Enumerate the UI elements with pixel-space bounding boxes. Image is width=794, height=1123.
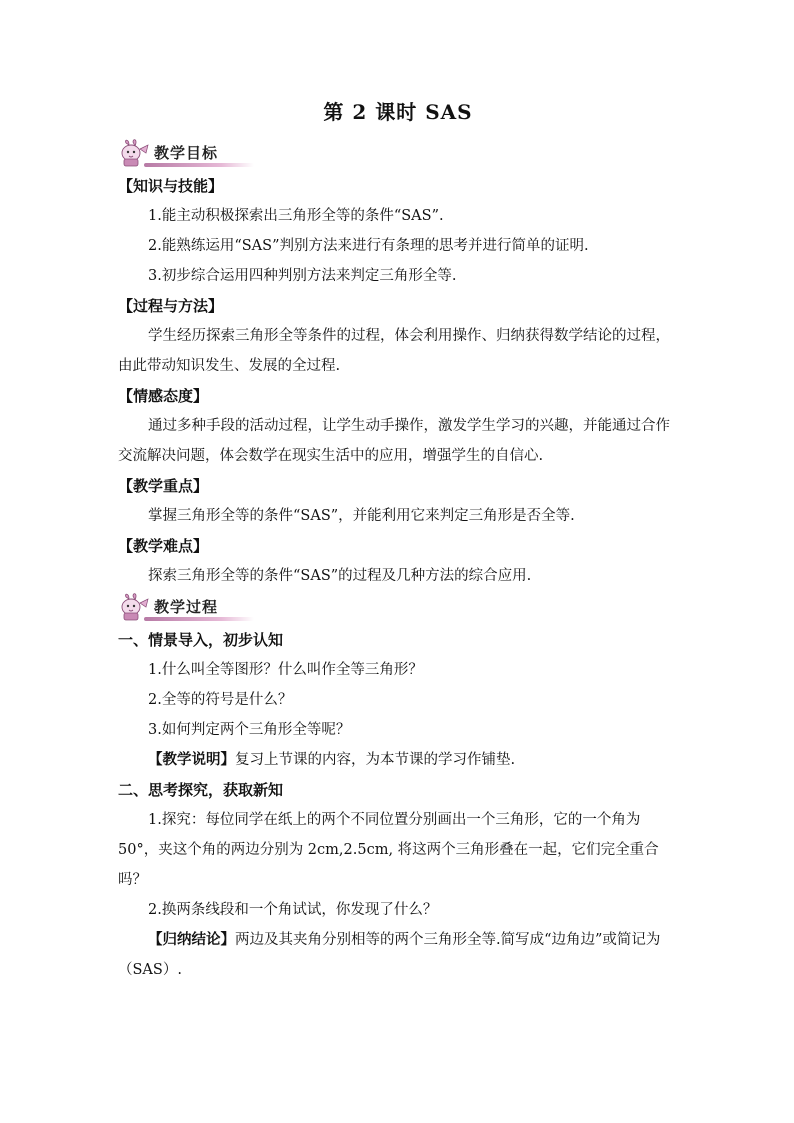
attitude-text: 通过多种手段的活动过程，让学生动手操作，激发学生学习的兴趣，并能通过合作交流解决问题，体会数学在现实生活中的应用，增强学生的自信心.: [118, 418, 670, 464]
part1-note: [118, 745, 678, 775]
part2-item: 1.探究：每位同学在纸上的两个不同位置分别画出一个三角形，它的一个角为 50°，夹这个角的两边分别为 2cm,2.5cm, 将这两个三角形叠在一起，它们完全重合吗？: [118, 812, 659, 888]
part2-heading: 二、思考探究，获取新知: [118, 781, 284, 799]
part1-item: 2.全等的符号是什么？: [148, 692, 293, 708]
page-title: 第 2 课时 SAS: [323, 100, 473, 124]
key-point-heading: 【教学重点】: [118, 477, 209, 495]
knowledge-item: 1.能主动积极探索出三角形全等的条件“SAS”.: [148, 208, 444, 224]
process-banner-label: 教学过程: [154, 598, 219, 616]
process-method-heading: 【过程与方法】: [118, 297, 224, 315]
knowledge-item: 3.初步综合运用四种判别方法来判定三角形全等.: [148, 268, 457, 284]
knowledge-heading: 【知识与技能】: [118, 177, 224, 195]
part2-note-text: 两边及其夹角分别相等的两个三角形全等.简写成“边角边”或简记为（SAS）.: [118, 932, 661, 978]
part2-item: 2.换两条线段和一个角试试，你发现了什么？: [148, 902, 438, 918]
banner-underline: [144, 617, 254, 621]
key-point-text: 掌握三角形全等的条件“SAS”，并能利用它来判定三角形是否全等.: [148, 508, 575, 524]
part1-item: 1.什么叫全等图形？什么叫作全等三角形？: [148, 662, 423, 678]
knowledge-item: 2.能熟练运用“SAS”判别方法来进行有条理的思考并进行简单的证明.: [148, 238, 589, 254]
part1-heading: 一、情景导入，初步认知: [118, 631, 284, 649]
attitude-heading: 【情感态度】: [118, 387, 209, 405]
difficulty-text: 探索三角形全等的条件“SAS”的过程及几种方法的综合应用.: [148, 568, 532, 584]
part2-note-label: 【归纳结论】: [148, 932, 235, 948]
process-method-text: 学生经历探索三角形全等条件的过程，体会利用操作、归纳获得数学结论的过程，由此带动知识发生、发展的全过程.: [118, 328, 670, 374]
lesson-page: [118, 96, 678, 985]
objectives-banner-label: 教学目标: [154, 144, 219, 162]
part1-item: 3.如何判定两个三角形全等呢？: [148, 722, 351, 738]
part1-note-text: 复习上节课的内容，为本节课的学习作铺垫.: [235, 752, 516, 768]
banner-underline: [144, 163, 254, 167]
part1-note-label: 【教学说明】: [148, 752, 235, 768]
part2-note: [118, 925, 678, 985]
objectives-banner: [118, 139, 678, 167]
difficulty-heading: 【教学难点】: [118, 537, 209, 555]
process-banner: [118, 593, 678, 621]
